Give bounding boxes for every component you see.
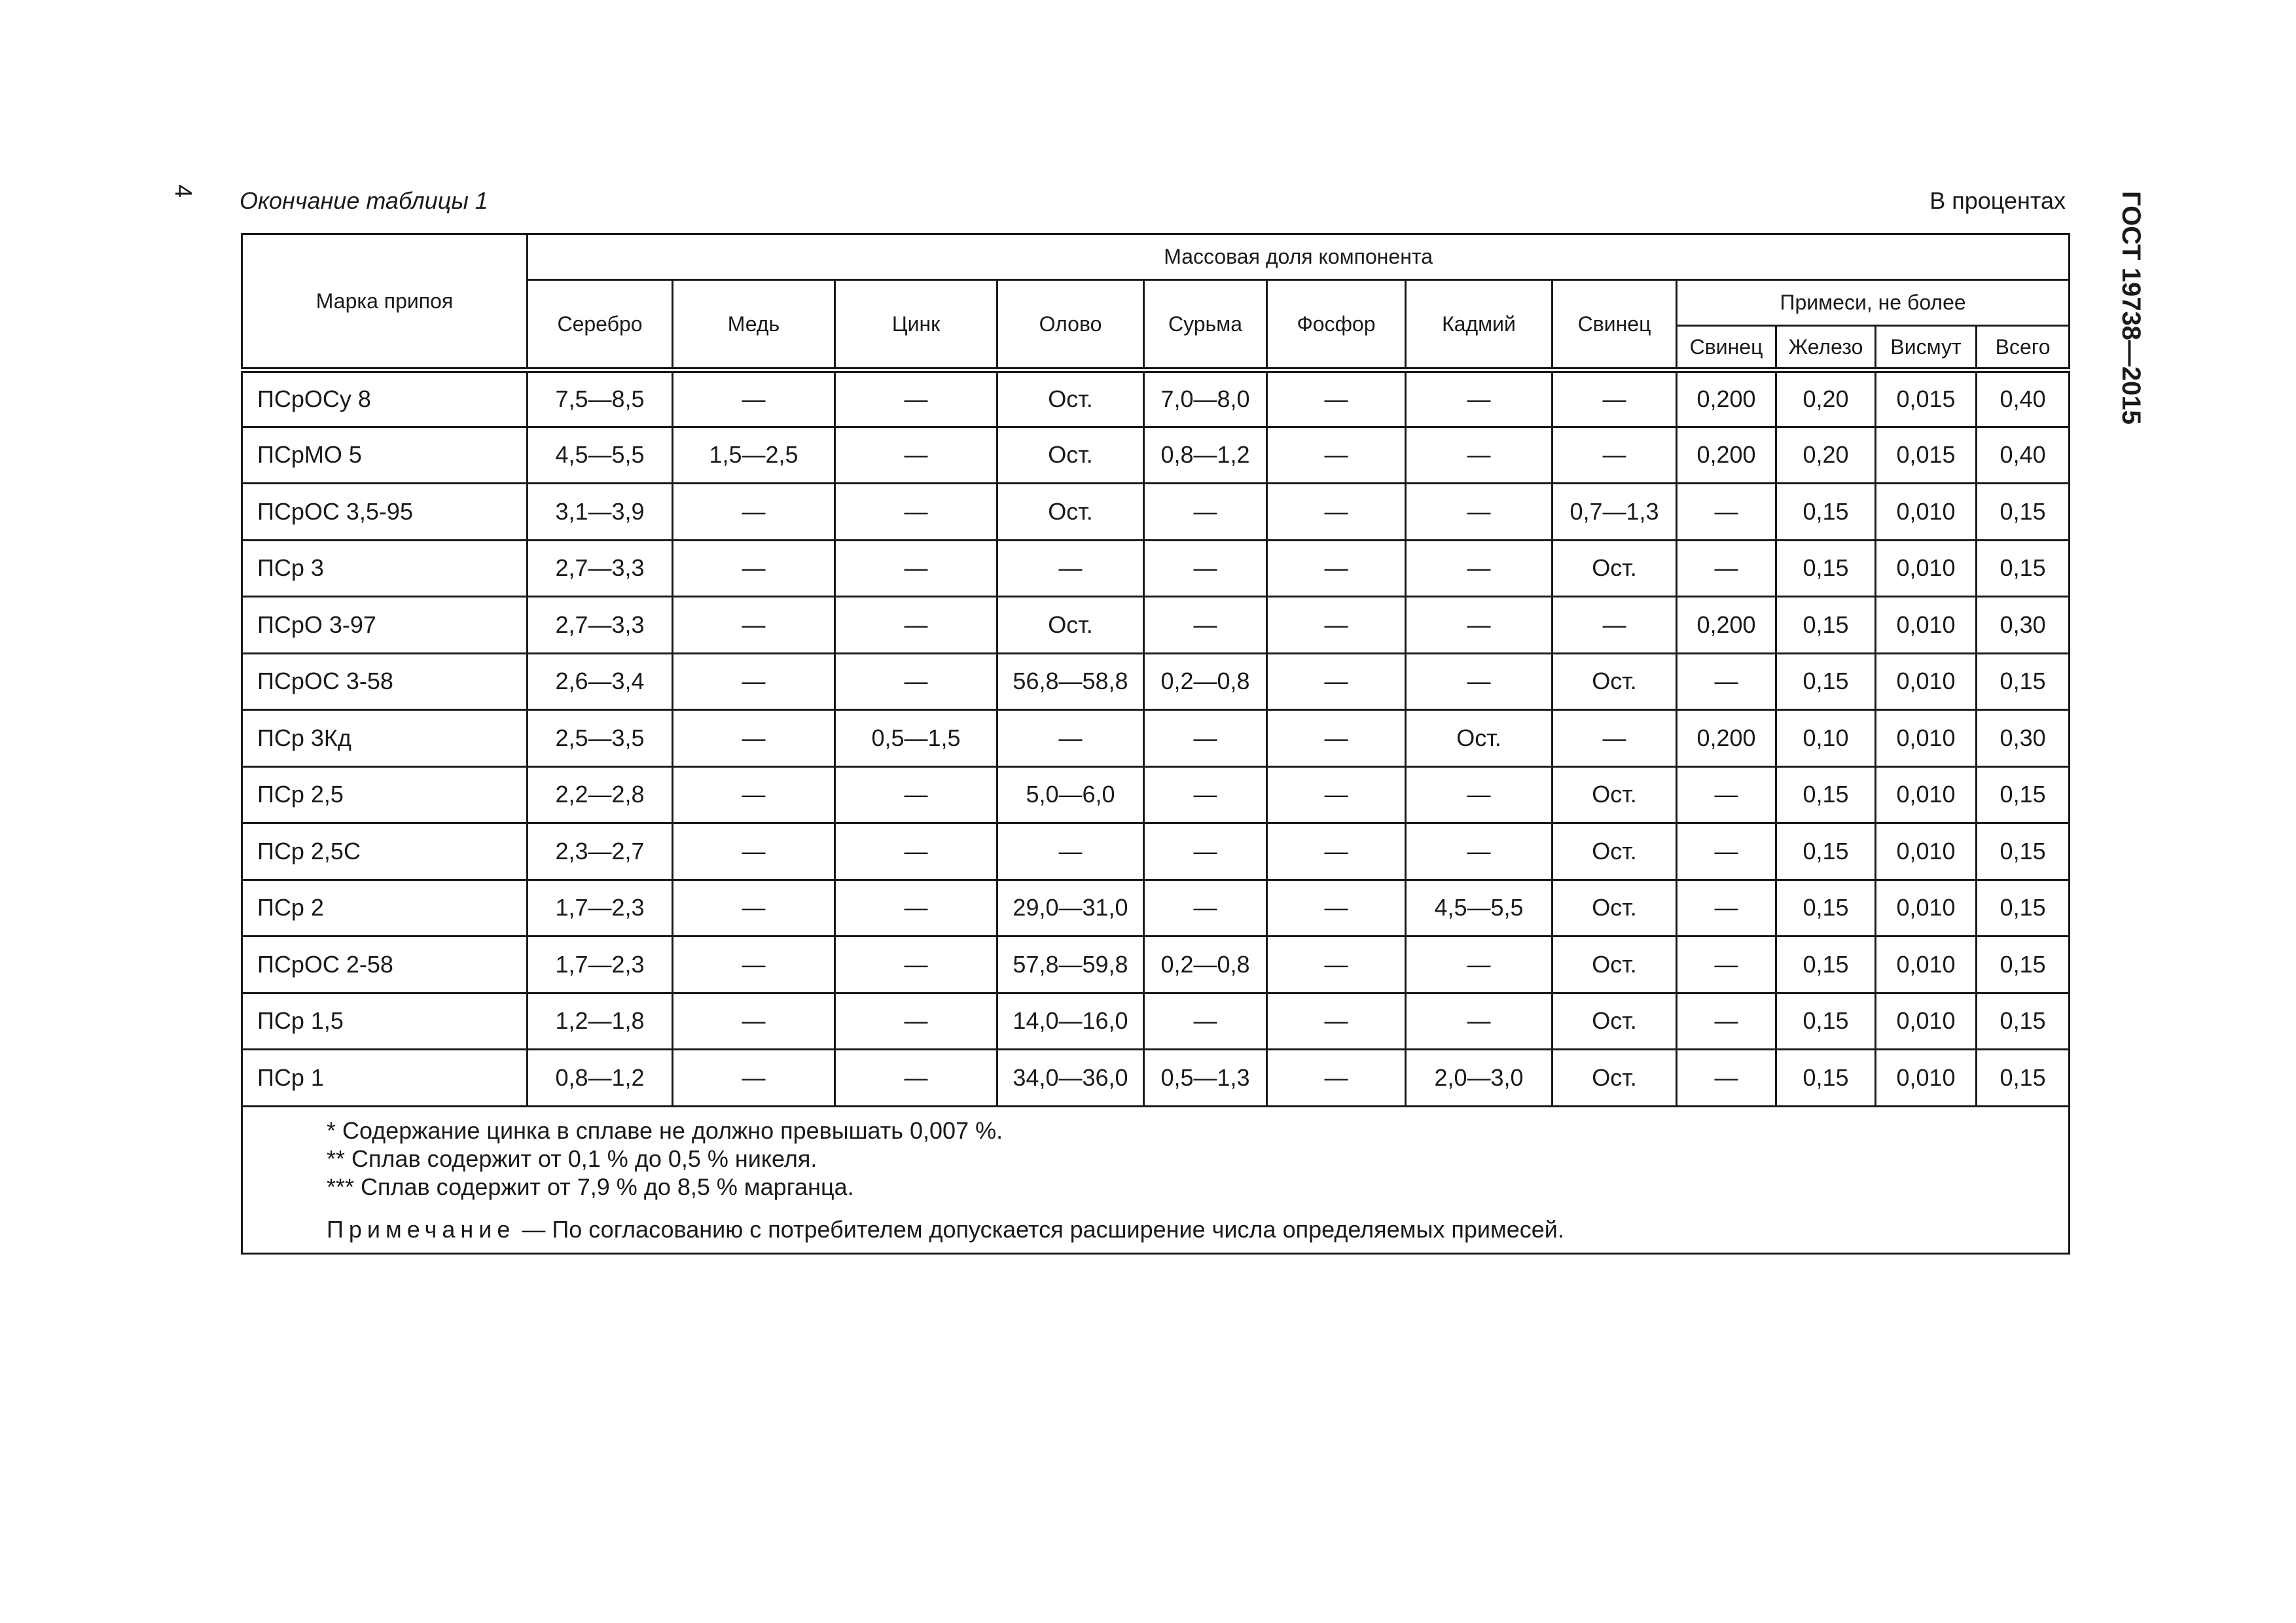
- value-cell: 0,8—1,2: [528, 1050, 673, 1107]
- value-cell: Ост.: [997, 484, 1144, 541]
- value-cell: 7,0—8,0: [1144, 370, 1267, 427]
- value-cell: —: [1677, 766, 1776, 823]
- value-cell: 0,15: [1977, 653, 2070, 710]
- value-cell: 0,010: [1876, 993, 1977, 1050]
- value-cell: 0,10: [1776, 710, 1876, 767]
- value-cell: Ост.: [1552, 993, 1677, 1050]
- footnote-2: ** Сплав содержит от 0,1 % до 0,5 % никеля.: [327, 1145, 817, 1172]
- solder-brand-cell: ПСрМО 5: [242, 427, 528, 484]
- value-cell: —: [1677, 936, 1776, 993]
- value-cell: —: [1406, 936, 1552, 993]
- value-cell: 0,15: [1977, 936, 2070, 993]
- value-cell: 0,40: [1977, 370, 2070, 427]
- value-cell: Ост.: [1406, 710, 1552, 767]
- value-cell: —: [835, 766, 997, 823]
- header-component: Серебро: [528, 280, 673, 370]
- value-cell: 0,5—1,5: [835, 710, 997, 767]
- value-cell: —: [1677, 880, 1776, 936]
- note-label: Примечание: [327, 1215, 516, 1243]
- solder-brand-cell: ПСр 2: [242, 880, 528, 936]
- value-cell: —: [1406, 540, 1552, 597]
- value-cell: 0,15: [1977, 880, 2070, 936]
- solder-composition-table: [241, 233, 2070, 1255]
- value-cell: 2,7—3,3: [528, 540, 673, 597]
- value-cell: Ост.: [1552, 880, 1677, 936]
- header-impurity: Свинец: [1677, 326, 1776, 370]
- value-cell: —: [835, 484, 997, 541]
- value-cell: —: [835, 597, 997, 654]
- table-row: [242, 653, 2070, 710]
- header-impurity: Висмут: [1876, 326, 1977, 370]
- value-cell: 0,15: [1776, 766, 1876, 823]
- note-text: — По согласованию с потребителем допускается расширение числа определяемых примесей.: [515, 1215, 1564, 1243]
- value-cell: Ост.: [997, 427, 1144, 484]
- value-cell: —: [1267, 427, 1406, 484]
- header-impurity: Всего: [1977, 326, 2070, 370]
- value-cell: —: [997, 540, 1144, 597]
- value-cell: 0,15: [1776, 484, 1876, 541]
- header-component: Цинк: [835, 280, 997, 370]
- header-component: Медь: [673, 280, 835, 370]
- value-cell: —: [1677, 540, 1776, 597]
- value-cell: 2,5—3,5: [528, 710, 673, 767]
- value-cell: Ост.: [997, 370, 1144, 427]
- header-component: Свинец: [1552, 280, 1677, 370]
- units-label: В процентах: [1929, 187, 2066, 214]
- value-cell: —: [1267, 880, 1406, 936]
- value-cell: —: [1267, 484, 1406, 541]
- value-cell: 0,15: [1776, 653, 1876, 710]
- value-cell: —: [1677, 484, 1776, 541]
- value-cell: —: [1267, 993, 1406, 1050]
- solder-brand-cell: ПСр 2,5: [242, 766, 528, 823]
- value-cell: —: [1267, 766, 1406, 823]
- value-cell: —: [1677, 993, 1776, 1050]
- value-cell: Ост.: [997, 597, 1144, 654]
- value-cell: —: [1406, 370, 1552, 427]
- value-cell: —: [673, 880, 835, 936]
- value-cell: —: [673, 540, 835, 597]
- value-cell: 0,5—1,3: [1144, 1050, 1267, 1107]
- header-component: Олово: [997, 280, 1144, 370]
- value-cell: —: [1406, 484, 1552, 541]
- value-cell: 0,200: [1677, 710, 1776, 767]
- value-cell: 0,010: [1876, 540, 1977, 597]
- value-cell: 1,7—2,3: [528, 880, 673, 936]
- value-cell: —: [1677, 653, 1776, 710]
- value-cell: —: [1144, 597, 1267, 654]
- value-cell: —: [1267, 710, 1406, 767]
- table-row: [242, 766, 2070, 823]
- document-code: ГОСТ 19738—2015: [2117, 191, 2145, 425]
- value-cell: —: [1677, 823, 1776, 880]
- header-mass-fraction: Массовая доля компонента: [528, 234, 2070, 280]
- notes-cell: [242, 1106, 2070, 1253]
- value-cell: 0,010: [1876, 880, 1977, 936]
- value-cell: 0,2—0,8: [1144, 936, 1267, 993]
- value-cell: —: [1144, 710, 1267, 767]
- value-cell: —: [1406, 823, 1552, 880]
- value-cell: Ост.: [1552, 1050, 1677, 1107]
- footnote-1: * Содержание цинка в сплаве не должно превышать 0,007 %.: [327, 1116, 1003, 1144]
- notes-row: [242, 1106, 2070, 1253]
- value-cell: 0,010: [1876, 653, 1977, 710]
- header-impurities: Примеси, не более: [1677, 280, 2070, 326]
- solder-brand-cell: ПСрОС 2-58: [242, 936, 528, 993]
- value-cell: 0,20: [1776, 427, 1876, 484]
- value-cell: 0,15: [1977, 766, 2070, 823]
- table-caption: Окончание таблицы 1: [240, 187, 488, 214]
- value-cell: —: [997, 823, 1144, 880]
- value-cell: 0,010: [1876, 936, 1977, 993]
- value-cell: 0,8—1,2: [1144, 427, 1267, 484]
- value-cell: —: [835, 936, 997, 993]
- value-cell: 0,2—0,8: [1144, 653, 1267, 710]
- table-row: [242, 540, 2070, 597]
- value-cell: —: [1406, 993, 1552, 1050]
- value-cell: —: [1144, 766, 1267, 823]
- header-component: Сурьма: [1144, 280, 1267, 370]
- value-cell: 0,15: [1776, 1050, 1876, 1107]
- header-impurity: Железо: [1776, 326, 1876, 370]
- value-cell: —: [673, 484, 835, 541]
- value-cell: 4,5—5,5: [1406, 880, 1552, 936]
- value-cell: —: [1406, 427, 1552, 484]
- table-body: [242, 370, 2070, 1254]
- value-cell: 0,010: [1876, 710, 1977, 767]
- value-cell: 0,15: [1977, 823, 2070, 880]
- table-row: [242, 936, 2070, 993]
- value-cell: —: [673, 936, 835, 993]
- value-cell: Ост.: [1552, 653, 1677, 710]
- value-cell: 0,30: [1977, 710, 2070, 767]
- footnote-3: *** Сплав содержит от 7,9 % до 8,5 % марганца.: [327, 1173, 854, 1200]
- value-cell: —: [1267, 540, 1406, 597]
- solder-brand-cell: ПСр 2,5С: [242, 823, 528, 880]
- solder-brand-cell: ПСр 1,5: [242, 993, 528, 1050]
- value-cell: 56,8—58,8: [997, 653, 1144, 710]
- value-cell: 0,15: [1776, 597, 1876, 654]
- value-cell: —: [673, 823, 835, 880]
- value-cell: 0,15: [1977, 1050, 2070, 1107]
- value-cell: —: [1552, 710, 1677, 767]
- page-number: 4: [170, 185, 197, 198]
- value-cell: —: [1677, 1050, 1776, 1107]
- value-cell: —: [673, 653, 835, 710]
- note: [327, 1215, 2068, 1243]
- value-cell: —: [835, 540, 997, 597]
- table-row: [242, 880, 2070, 936]
- value-cell: —: [1552, 370, 1677, 427]
- value-cell: —: [835, 993, 997, 1050]
- value-cell: 0,010: [1876, 484, 1977, 541]
- value-cell: 2,2—2,8: [528, 766, 673, 823]
- value-cell: 29,0—31,0: [997, 880, 1144, 936]
- value-cell: 0,15: [1977, 993, 2070, 1050]
- value-cell: 0,015: [1876, 370, 1977, 427]
- solder-brand-cell: ПСр 3Кд: [242, 710, 528, 767]
- table-row: [242, 427, 2070, 484]
- value-cell: 0,40: [1977, 427, 2070, 484]
- value-cell: —: [1267, 823, 1406, 880]
- table-row: [242, 370, 2070, 427]
- value-cell: —: [673, 597, 835, 654]
- value-cell: —: [673, 710, 835, 767]
- value-cell: —: [835, 653, 997, 710]
- solder-brand-cell: ПСрОС 3,5-95: [242, 484, 528, 541]
- value-cell: —: [1552, 427, 1677, 484]
- value-cell: 0,7—1,3: [1552, 484, 1677, 541]
- value-cell: —: [1406, 653, 1552, 710]
- header-component: Кадмий: [1406, 280, 1552, 370]
- value-cell: 0,15: [1776, 880, 1876, 936]
- value-cell: 0,010: [1876, 597, 1977, 654]
- value-cell: —: [673, 1050, 835, 1107]
- value-cell: 0,200: [1677, 427, 1776, 484]
- value-cell: —: [673, 766, 835, 823]
- value-cell: —: [835, 1050, 997, 1107]
- value-cell: 2,0—3,0: [1406, 1050, 1552, 1107]
- value-cell: —: [1267, 597, 1406, 654]
- value-cell: —: [1144, 880, 1267, 936]
- value-cell: —: [673, 370, 835, 427]
- value-cell: Ост.: [1552, 936, 1677, 993]
- table-row: [242, 1050, 2070, 1107]
- value-cell: —: [1144, 484, 1267, 541]
- solder-brand-cell: ПСрОСу 8: [242, 370, 528, 427]
- value-cell: —: [835, 823, 997, 880]
- value-cell: —: [1406, 766, 1552, 823]
- value-cell: 0,200: [1677, 597, 1776, 654]
- value-cell: —: [1267, 936, 1406, 993]
- value-cell: —: [1144, 540, 1267, 597]
- value-cell: 0,015: [1876, 427, 1977, 484]
- value-cell: —: [835, 427, 997, 484]
- value-cell: 0,15: [1977, 540, 2070, 597]
- solder-brand-cell: ПСр 1: [242, 1050, 528, 1107]
- value-cell: 7,5—8,5: [528, 370, 673, 427]
- value-cell: 57,8—59,8: [997, 936, 1144, 993]
- value-cell: Ост.: [1552, 823, 1677, 880]
- value-cell: —: [835, 370, 997, 427]
- value-cell: —: [673, 993, 835, 1050]
- value-cell: 4,5—5,5: [528, 427, 673, 484]
- value-cell: —: [997, 710, 1144, 767]
- value-cell: 2,7—3,3: [528, 597, 673, 654]
- value-cell: —: [1406, 597, 1552, 654]
- value-cell: 0,200: [1677, 370, 1776, 427]
- value-cell: Ост.: [1552, 766, 1677, 823]
- value-cell: Ост.: [1552, 540, 1677, 597]
- value-cell: 0,15: [1776, 540, 1876, 597]
- table-row: [242, 710, 2070, 767]
- value-cell: 0,30: [1977, 597, 2070, 654]
- table-row: [242, 993, 2070, 1050]
- value-cell: 1,5—2,5: [673, 427, 835, 484]
- value-cell: —: [835, 880, 997, 936]
- value-cell: 0,15: [1776, 936, 1876, 993]
- value-cell: 0,15: [1776, 993, 1876, 1050]
- value-cell: 1,2—1,8: [528, 993, 673, 1050]
- header-component: Фосфор: [1267, 280, 1406, 370]
- value-cell: 0,20: [1776, 370, 1876, 427]
- value-cell: —: [1267, 653, 1406, 710]
- solder-brand-cell: ПСрОС 3-58: [242, 653, 528, 710]
- solder-brand-cell: ПСрО 3-97: [242, 597, 528, 654]
- value-cell: 3,1—3,9: [528, 484, 673, 541]
- table-row: [242, 597, 2070, 654]
- value-cell: 34,0—36,0: [997, 1050, 1144, 1107]
- value-cell: —: [1267, 1050, 1406, 1107]
- value-cell: —: [1144, 993, 1267, 1050]
- table-row: [242, 823, 2070, 880]
- solder-brand-cell: ПСр 3: [242, 540, 528, 597]
- value-cell: 5,0—6,0: [997, 766, 1144, 823]
- value-cell: —: [1267, 370, 1406, 427]
- header-brand: Марка припоя: [242, 234, 528, 370]
- value-cell: 0,010: [1876, 766, 1977, 823]
- value-cell: 0,15: [1776, 823, 1876, 880]
- value-cell: —: [1144, 823, 1267, 880]
- value-cell: —: [1552, 597, 1677, 654]
- value-cell: 0,010: [1876, 1050, 1977, 1107]
- value-cell: 14,0—16,0: [997, 993, 1144, 1050]
- value-cell: 2,6—3,4: [528, 653, 673, 710]
- value-cell: 0,010: [1876, 823, 1977, 880]
- value-cell: 1,7—2,3: [528, 936, 673, 993]
- value-cell: 2,3—2,7: [528, 823, 673, 880]
- value-cell: 0,15: [1977, 484, 2070, 541]
- table-row: [242, 484, 2070, 541]
